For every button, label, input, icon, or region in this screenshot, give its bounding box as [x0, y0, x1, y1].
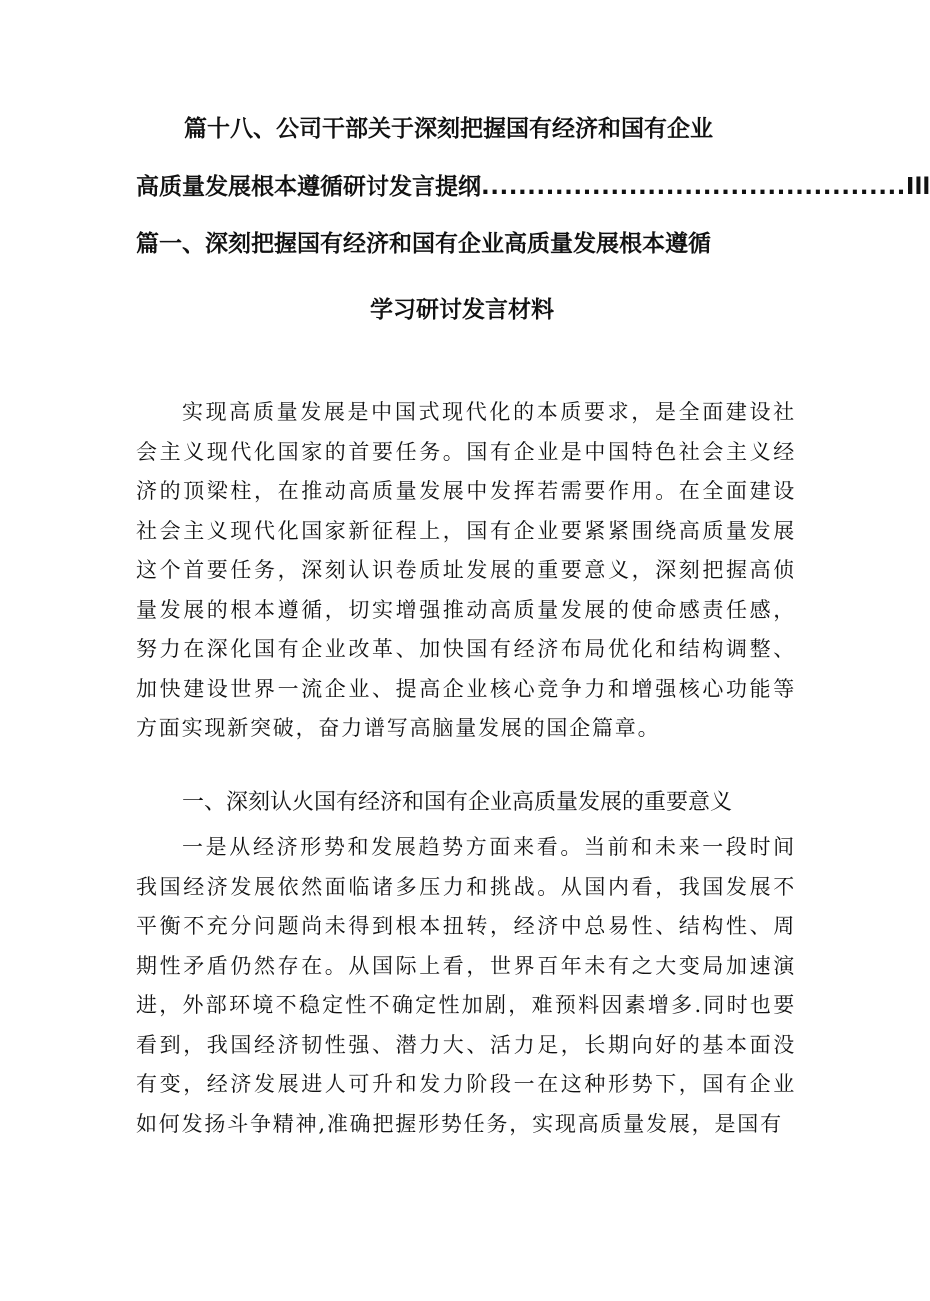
- toc-entry-18-line1[interactable]: 篇十八、公司干部关于深刻把握国有经济和国有企业: [184, 116, 713, 142]
- toc-page-number: Ill: [905, 174, 930, 200]
- toc-entry-18-title-end: 高质量发展根本遵循研讨发言提纲: [136, 174, 481, 200]
- toc-leader-dots: ..............................................: [481, 174, 906, 200]
- article-title-line1: 篇一、深刻把握国有经济和国有企业高质量发展根本遵循: [136, 231, 711, 257]
- article-title-line2: 学习研讨发言材料: [370, 297, 554, 323]
- toc-entry-18-line2[interactable]: [136, 172, 930, 202]
- section-heading-1: 一、深刻认火国有经济和国有企业高质量发展的重要意义: [182, 790, 733, 815]
- section-1-paragraph: 一是从经济形势和发展趋势方面来看。当前和未来一段时间我国经济发展依然面临诸多压力和挑战。从国内看，我国发展不平衡不充分问题尚未得到根本扭转，经济中总易性、结构性、周期性矛盾仍然存在。从国际上看，世界百年未有之大变局加速演进，外部环境不稳定性不确定性加剧，难预料因素增多.同时也要看到，我国经济韧性强、潜力大、活力足，长期向好的基本面没有变，经济发展进人可升和发力阶段一在这种形势下，国有企业如何发扬斗争精神,准确把握形势任务，实现高质量发展，是国有: [136, 835, 796, 1136]
- intro-paragraph: 实现高质量发展是中国式现代化的本质要求，是全面建设社会主义现代化国家的首要任务。国有企业是中国特色社会主义经济的顶梁柱，在推动高质量发展中发挥若需要作用。在全面建设社会主义现代化国家新征程上，国有企业要紧紧围绕高质量发展这个首要任务，深刻认识卷质址发展的重要意义，深刻把握高侦量发展的根本遵循，切实增强推动高质量发展的使命感责任感，努力在深化国有企业改革、加快国有经济布局优化和结构调整、加快建设世界一流企业、提高企业核心竞争力和增强核心功能等方面实现新突破，奋力谱写高脑量发展的国企篇章。: [136, 400, 796, 740]
